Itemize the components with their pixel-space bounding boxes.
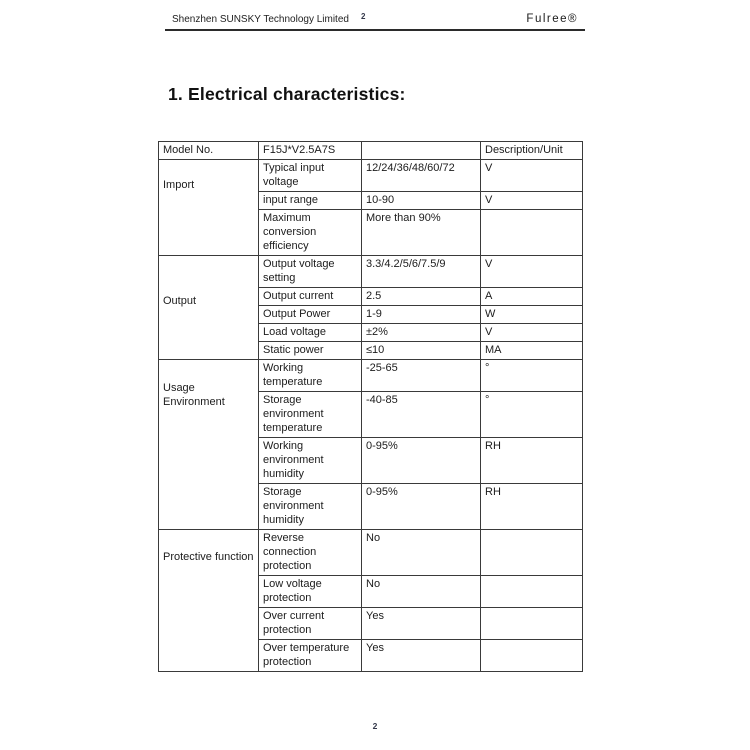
table-row (159, 360, 583, 392)
unit-cell: A (481, 288, 583, 306)
param-cell: Working temperature (259, 360, 362, 392)
unit-cell: W (481, 306, 583, 324)
table-row (159, 160, 583, 192)
value-cell: Yes (362, 608, 481, 640)
value-cell: ≤10 (362, 342, 481, 360)
spec-table-head (159, 142, 583, 160)
page-header (165, 13, 585, 31)
table-header-cell: Description/Unit (481, 142, 583, 160)
value-cell: 0-95% (362, 438, 481, 484)
param-cell: Static power (259, 342, 362, 360)
value-cell: 12/24/36/48/60/72 (362, 160, 481, 192)
param-cell: Storage environment humidity (259, 484, 362, 530)
page-number: 2 (372, 721, 378, 731)
group-cell: Import (159, 160, 259, 256)
value-cell: 3.3/4.2/5/6/7.5/9 (362, 256, 481, 288)
param-cell: Low voltage protection (259, 576, 362, 608)
group-cell: Protective function (159, 530, 259, 672)
param-cell: Working environment humidity (259, 438, 362, 484)
value-cell: No (362, 576, 481, 608)
page-title: 1. Electrical characteristics: (168, 84, 406, 104)
value-cell: 1-9 (362, 306, 481, 324)
unit-cell: RH (481, 438, 583, 484)
table-header-cell: F15J*V2.5A7S (259, 142, 362, 160)
param-cell: Maximum conversion efficiency (259, 210, 362, 256)
value-cell: 10-90 (362, 192, 481, 210)
company-name: Shenzhen SUNSKY Technology Limited (172, 14, 349, 25)
unit-cell (481, 530, 583, 576)
param-cell: Reverse connection protection (259, 530, 362, 576)
group-cell: Usage Environment (159, 360, 259, 530)
value-cell: -25-65 (362, 360, 481, 392)
value-cell: No (362, 530, 481, 576)
table-row (159, 530, 583, 576)
unit-cell (481, 210, 583, 256)
group-cell: Output (159, 256, 259, 360)
param-cell: Storage environment temperature (259, 392, 362, 438)
header-superscript: 2 (360, 12, 366, 21)
param-cell: Typical input voltage (259, 160, 362, 192)
param-cell: Output Power (259, 306, 362, 324)
unit-cell: V (481, 160, 583, 192)
value-cell: ±2% (362, 324, 481, 342)
value-cell: 0-95% (362, 484, 481, 530)
unit-cell (481, 608, 583, 640)
param-cell: Output voltage setting (259, 256, 362, 288)
unit-cell: V (481, 256, 583, 288)
page-footer (0, 721, 750, 731)
value-cell: More than 90% (362, 210, 481, 256)
param-cell: input range (259, 192, 362, 210)
unit-cell: V (481, 192, 583, 210)
param-cell: Over current protection (259, 608, 362, 640)
unit-cell: ° (481, 392, 583, 438)
unit-cell: MA (481, 342, 583, 360)
unit-cell: RH (481, 484, 583, 530)
unit-cell (481, 576, 583, 608)
table-header-row (159, 142, 583, 160)
unit-cell: ° (481, 360, 583, 392)
spec-table-body (159, 160, 583, 672)
value-cell: 2.5 (362, 288, 481, 306)
param-cell: Load voltage (259, 324, 362, 342)
table-header-cell: Model No. (159, 142, 259, 160)
param-cell: Output current (259, 288, 362, 306)
value-cell: -40-85 (362, 392, 481, 438)
unit-cell: V (481, 324, 583, 342)
value-cell: Yes (362, 640, 481, 672)
unit-cell (481, 640, 583, 672)
param-cell: Over temperature protection (259, 640, 362, 672)
brand-logo: Fulree® (526, 13, 578, 25)
spec-table (158, 141, 583, 672)
table-header-cell (362, 142, 481, 160)
table-row (159, 256, 583, 288)
